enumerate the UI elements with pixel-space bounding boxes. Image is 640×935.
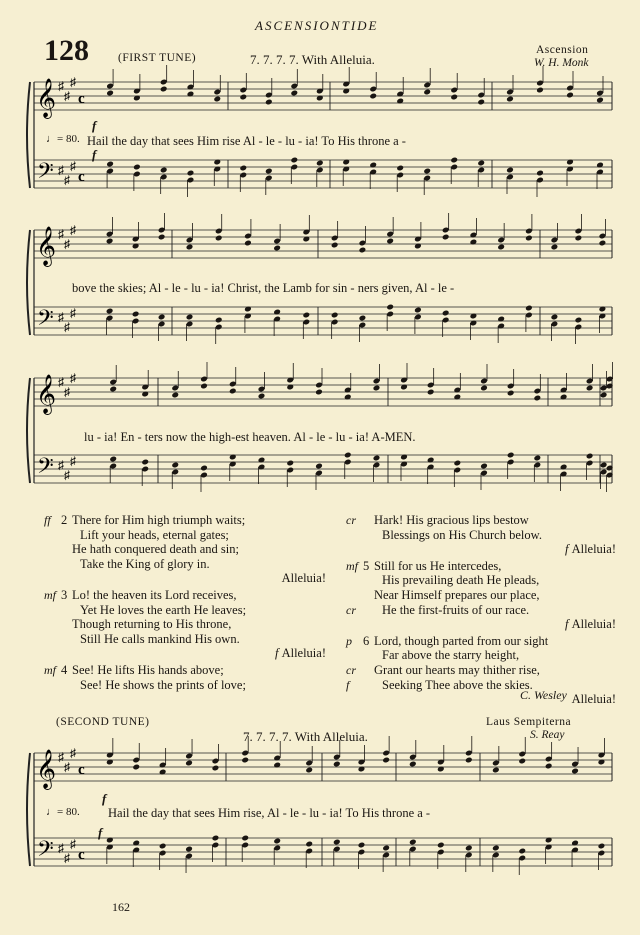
notehead bbox=[331, 312, 339, 319]
stanza-line-text: Seeking Thee above the skies. bbox=[382, 677, 533, 692]
alleluia-text: Alleluia! bbox=[281, 646, 326, 661]
notehead bbox=[409, 839, 417, 846]
notehead bbox=[477, 99, 485, 106]
dynamic-mark: mf bbox=[44, 587, 56, 602]
dynamic-mark: f bbox=[564, 617, 572, 632]
stanza-line-text: His prevailing death He pleads, bbox=[382, 573, 540, 588]
sharp-icon: ♯ bbox=[58, 310, 64, 324]
tune1-composer: W. H. Monk bbox=[534, 57, 589, 69]
notehead bbox=[575, 235, 583, 242]
notehead bbox=[359, 247, 367, 254]
dynamic-mark: p bbox=[346, 633, 352, 648]
stanza-line bbox=[72, 528, 334, 543]
tune1-dynamic-treble: f bbox=[92, 118, 97, 133]
notehead bbox=[316, 160, 324, 167]
stanza-line bbox=[374, 573, 616, 588]
notehead bbox=[442, 310, 450, 317]
stanza-line bbox=[44, 513, 334, 528]
notehead bbox=[141, 459, 149, 466]
sharp-icon: ♯ bbox=[70, 746, 76, 760]
sharp-icon: ♯ bbox=[70, 223, 76, 237]
notehead bbox=[158, 314, 166, 321]
notehead bbox=[497, 244, 505, 251]
sharp-icon: ♯ bbox=[64, 89, 70, 103]
sharp-icon: ♯ bbox=[64, 468, 70, 482]
notehead bbox=[423, 89, 431, 96]
notehead bbox=[160, 86, 168, 93]
notehead bbox=[477, 160, 485, 167]
notehead bbox=[258, 393, 266, 400]
tune1-lyrics-line-2: bove the skies; Al - le - lu - ia! Christ, the Lamb for sin - ners given, Al - le - bbox=[72, 281, 455, 295]
notehead bbox=[518, 758, 526, 765]
stanza-number: 6 bbox=[363, 633, 370, 648]
notehead bbox=[273, 838, 281, 845]
notehead bbox=[382, 757, 390, 764]
stanza-line-text: Still for us He intercedes, bbox=[374, 558, 502, 573]
notehead bbox=[132, 311, 140, 318]
stanza-line-text: He the first-fruits of our race. bbox=[382, 602, 530, 617]
sharp-icon: ♯ bbox=[70, 837, 76, 851]
stanza bbox=[44, 663, 334, 692]
notehead bbox=[437, 842, 445, 849]
notehead bbox=[187, 170, 195, 177]
notehead bbox=[290, 157, 298, 164]
notehead bbox=[286, 460, 294, 467]
notehead bbox=[534, 395, 542, 402]
alleluia-text: Alleluia! bbox=[281, 571, 326, 586]
notehead bbox=[215, 235, 223, 242]
notehead bbox=[171, 392, 179, 399]
treble-clef-icon: 𝄞 bbox=[36, 749, 57, 789]
bass-clef-icon: 𝄢 bbox=[37, 454, 54, 484]
stanza-line bbox=[72, 557, 334, 572]
notehead bbox=[507, 452, 515, 459]
alleluia-refrain bbox=[374, 617, 616, 632]
common-time-icon: c bbox=[78, 91, 85, 107]
notehead bbox=[427, 389, 435, 396]
notehead bbox=[551, 244, 559, 251]
tune1-meter: 7. 7. 7. 7. With Alleluia. bbox=[250, 52, 375, 67]
notehead bbox=[596, 97, 604, 104]
common-time-icon: c bbox=[78, 762, 85, 778]
bass-clef-icon: 𝄢 bbox=[37, 837, 54, 867]
stanza-line-text: Far above the starry height, bbox=[382, 648, 520, 663]
notehead bbox=[359, 315, 367, 322]
stanza-line bbox=[72, 678, 334, 693]
stanza-number: 2 bbox=[61, 513, 68, 527]
stanza-line-text: Near Himself prepares our place, bbox=[374, 587, 540, 602]
treble-clef-icon: 𝄞 bbox=[36, 374, 57, 414]
notehead bbox=[480, 463, 488, 470]
notehead bbox=[290, 90, 298, 97]
sharp-icon: ♯ bbox=[58, 227, 64, 241]
notehead bbox=[212, 835, 220, 842]
stanza-line bbox=[346, 558, 616, 574]
notehead bbox=[132, 764, 140, 771]
hymn-number: 128 bbox=[44, 34, 89, 67]
notehead bbox=[414, 307, 422, 314]
notehead bbox=[344, 452, 352, 459]
section-title: ASCENSIONTIDE bbox=[255, 18, 379, 33]
notehead bbox=[239, 165, 247, 172]
notehead bbox=[305, 767, 313, 774]
tune1-name: Ascension bbox=[536, 44, 589, 56]
notehead bbox=[358, 842, 366, 849]
notehead bbox=[160, 167, 168, 174]
alleluia-refrain bbox=[72, 571, 334, 586]
sharp-icon: ♯ bbox=[64, 760, 70, 774]
notehead bbox=[185, 846, 193, 853]
notehead bbox=[109, 386, 117, 393]
notehead bbox=[442, 234, 450, 241]
stanza-line-text: Blessings on His Church below. bbox=[382, 527, 542, 542]
notehead bbox=[200, 383, 208, 390]
stanza-line bbox=[44, 662, 334, 678]
notehead bbox=[265, 168, 273, 175]
notehead bbox=[409, 761, 417, 768]
notehead bbox=[492, 767, 500, 774]
common-time-icon: c bbox=[78, 847, 85, 863]
notehead bbox=[545, 763, 553, 770]
notehead bbox=[106, 308, 114, 315]
notehead bbox=[106, 90, 114, 97]
notehead bbox=[159, 843, 167, 850]
quarter-note-icon: ♩ bbox=[46, 806, 57, 818]
notehead bbox=[571, 768, 579, 775]
stanza-line bbox=[72, 542, 334, 557]
notehead bbox=[598, 843, 606, 850]
stanza bbox=[44, 513, 334, 586]
stanza-line-text: Lift your heads, eternal gates; bbox=[80, 527, 229, 542]
notehead bbox=[450, 157, 458, 164]
notehead bbox=[200, 465, 208, 472]
tune1-tempo: ♩= 80. bbox=[46, 133, 80, 145]
notehead bbox=[396, 165, 404, 172]
stanza-line bbox=[72, 617, 334, 632]
sharp-icon: ♯ bbox=[70, 75, 76, 89]
notehead bbox=[586, 385, 594, 392]
notehead bbox=[525, 305, 533, 312]
sharp-icon: ♯ bbox=[64, 851, 70, 865]
quarter-note-icon: ♩ bbox=[46, 133, 57, 145]
sharp-icon: ♯ bbox=[58, 841, 64, 855]
stanza-line bbox=[346, 662, 616, 678]
stanza-line-text: See! He lifts His hands above; bbox=[72, 662, 224, 677]
notehead bbox=[518, 848, 526, 855]
notehead bbox=[600, 392, 608, 399]
notehead bbox=[454, 460, 462, 467]
sharp-icon: ♯ bbox=[70, 159, 76, 173]
stanza-line bbox=[346, 602, 616, 618]
sharp-icon: ♯ bbox=[70, 371, 76, 385]
notehead bbox=[133, 164, 141, 171]
notehead bbox=[106, 161, 114, 168]
alleluia-refrain bbox=[72, 646, 334, 661]
dynamic-mark: f bbox=[564, 542, 572, 557]
sharp-icon: ♯ bbox=[64, 173, 70, 187]
system1-brace bbox=[27, 82, 30, 188]
sharp-icon: ♯ bbox=[58, 163, 64, 177]
notehead bbox=[212, 765, 220, 772]
verses-left-column bbox=[44, 513, 334, 694]
sharp-icon: ♯ bbox=[64, 237, 70, 251]
sharp-icon: ♯ bbox=[70, 454, 76, 468]
notehead bbox=[566, 92, 574, 99]
stanza-line bbox=[374, 648, 616, 663]
notehead bbox=[373, 455, 381, 462]
notehead bbox=[241, 835, 249, 842]
notehead bbox=[229, 388, 237, 395]
notehead bbox=[158, 234, 166, 241]
notehead bbox=[506, 167, 514, 174]
tune1-lyrics-line-1: Hail the day that sees Him rise Al - le - lu - ia! To His throne a - bbox=[87, 134, 406, 148]
notehead bbox=[185, 760, 193, 767]
common-time-icon: c bbox=[78, 169, 85, 185]
notehead bbox=[373, 385, 381, 392]
bass-clef-icon: 𝄢 bbox=[37, 159, 54, 189]
notehead bbox=[492, 845, 500, 852]
stanza-line-text: He hath conquered death and sin; bbox=[72, 542, 239, 557]
notehead bbox=[465, 845, 473, 852]
stanza-number: 3 bbox=[61, 587, 68, 602]
notehead bbox=[586, 453, 594, 460]
notehead bbox=[386, 238, 394, 245]
sharp-icon: ♯ bbox=[58, 458, 64, 472]
notehead bbox=[600, 462, 608, 469]
sharp-icon: ♯ bbox=[58, 79, 64, 93]
stanza-line-text: See! He shows the prints of love; bbox=[80, 677, 246, 692]
tune2-lyrics: Hail the day that sees Him rise, Al - le - lu - ia! To His throne a - bbox=[108, 806, 431, 820]
notehead bbox=[465, 757, 473, 764]
notehead bbox=[575, 317, 583, 324]
stanza-line bbox=[374, 588, 616, 603]
dynamic-mark: cr bbox=[346, 662, 356, 677]
notehead bbox=[536, 87, 544, 94]
tune2-composer: S. Reay bbox=[530, 729, 565, 741]
notehead bbox=[369, 93, 377, 100]
stanza bbox=[346, 634, 616, 707]
dynamic-mark: mf bbox=[44, 662, 56, 677]
treble-clef-icon: 𝄞 bbox=[36, 226, 57, 266]
notehead bbox=[333, 839, 341, 846]
sharp-icon: ♯ bbox=[58, 750, 64, 764]
notehead bbox=[599, 240, 607, 247]
sharp-icon: ♯ bbox=[64, 320, 70, 334]
notehead bbox=[171, 462, 179, 469]
notehead bbox=[507, 390, 515, 397]
alleluia-text: Alleluia! bbox=[571, 692, 616, 707]
alleluia-text: Alleluia! bbox=[571, 617, 616, 632]
tune2-dynamic-bass: f bbox=[98, 825, 103, 840]
notehead bbox=[244, 240, 252, 247]
system4-brace bbox=[27, 753, 30, 866]
stanza-line-text: There for Him high triumph waits; bbox=[72, 513, 246, 527]
stanza-number: 5 bbox=[363, 558, 370, 573]
notehead bbox=[215, 317, 223, 324]
notehead bbox=[534, 455, 542, 462]
notehead bbox=[333, 761, 341, 768]
stanza-line bbox=[346, 633, 616, 649]
dynamic-mark: cr bbox=[346, 602, 356, 617]
stanza-line-text: Though returning to His throne, bbox=[72, 617, 232, 632]
notehead bbox=[331, 242, 339, 249]
notehead bbox=[109, 456, 117, 463]
stanza-line-text: Hark! His gracious lips bestow bbox=[374, 513, 529, 527]
stanza-line-text: Grant our hearts may thither rise, bbox=[374, 662, 540, 677]
dynamic-mark: mf bbox=[346, 558, 358, 573]
notehead bbox=[273, 245, 281, 252]
tune1-label: (FIRST TUNE) bbox=[118, 52, 197, 64]
tune2-label: (SECOND TUNE) bbox=[56, 716, 150, 728]
sharp-icon: ♯ bbox=[70, 306, 76, 320]
stanza-number: 4 bbox=[61, 662, 68, 677]
dynamic-mark: f bbox=[346, 677, 350, 692]
sharp-icon: ♯ bbox=[58, 375, 64, 389]
notehead bbox=[450, 94, 458, 101]
stanza-line-text: Yet He loves the earth He leaves; bbox=[80, 602, 247, 617]
notehead bbox=[386, 304, 394, 311]
notehead bbox=[213, 96, 221, 103]
tune2-tempo: ♩= 80. bbox=[46, 806, 80, 818]
verses-right-column bbox=[346, 513, 616, 709]
stanza-line bbox=[72, 603, 334, 618]
stanza-line bbox=[346, 513, 616, 528]
stanza-line bbox=[346, 677, 616, 693]
notehead bbox=[525, 235, 533, 242]
tune2-dynamic-treble: f bbox=[102, 791, 107, 806]
treble-clef-icon: 𝄞 bbox=[36, 78, 57, 118]
stanza bbox=[346, 559, 616, 632]
stanza-line-text: Take the King of glory in. bbox=[80, 556, 210, 571]
page-number: 162 bbox=[112, 900, 130, 914]
notehead bbox=[382, 845, 390, 852]
tune1-lyrics-line-3: lu - ia! En - ters now the high-est heaven. Al - le - lu - ia! A-MEN. bbox=[84, 430, 416, 444]
stanza-line-text: Still He calls mankind His own. bbox=[80, 631, 240, 646]
notehead bbox=[506, 96, 514, 103]
stanza-line-text: Lord, though parted from our sight bbox=[374, 633, 549, 648]
tune1-dynamic-bass: f bbox=[92, 147, 97, 162]
stanza bbox=[346, 513, 616, 557]
dynamic-mark: f bbox=[274, 646, 282, 661]
notehead bbox=[480, 385, 488, 392]
sharp-icon: ♯ bbox=[64, 385, 70, 399]
stanza-line bbox=[72, 632, 334, 647]
system3-brace bbox=[27, 378, 30, 483]
notehead bbox=[315, 463, 323, 470]
notehead bbox=[551, 314, 559, 321]
stanza bbox=[44, 588, 334, 661]
notehead bbox=[302, 312, 310, 319]
notehead bbox=[239, 94, 247, 101]
notehead bbox=[186, 244, 194, 251]
alleluia-refrain bbox=[374, 692, 616, 707]
dynamic-mark: ff bbox=[44, 513, 51, 527]
notehead bbox=[423, 168, 431, 175]
stanza-line bbox=[374, 528, 616, 543]
tune2-meter: 7. 7. 7. 7. With Alleluia. bbox=[243, 729, 368, 744]
tune2-name: Laus Sempiterna bbox=[486, 716, 572, 728]
text-author: C. Wesley bbox=[520, 688, 567, 702]
dynamic-mark: cr bbox=[346, 513, 356, 527]
stanza-line bbox=[44, 587, 334, 603]
stanza-line-text: Lo! the heaven its Lord receives, bbox=[72, 587, 237, 602]
notehead bbox=[536, 170, 544, 177]
alleluia-text: Alleluia! bbox=[571, 542, 616, 557]
system2-brace bbox=[27, 230, 30, 335]
alleluia-refrain bbox=[374, 542, 616, 557]
notehead bbox=[241, 757, 249, 764]
notehead bbox=[305, 841, 313, 848]
notehead bbox=[315, 389, 323, 396]
bass-clef-icon: 𝄢 bbox=[37, 306, 54, 336]
notehead bbox=[186, 314, 194, 321]
notehead bbox=[265, 99, 273, 106]
notehead bbox=[106, 238, 114, 245]
